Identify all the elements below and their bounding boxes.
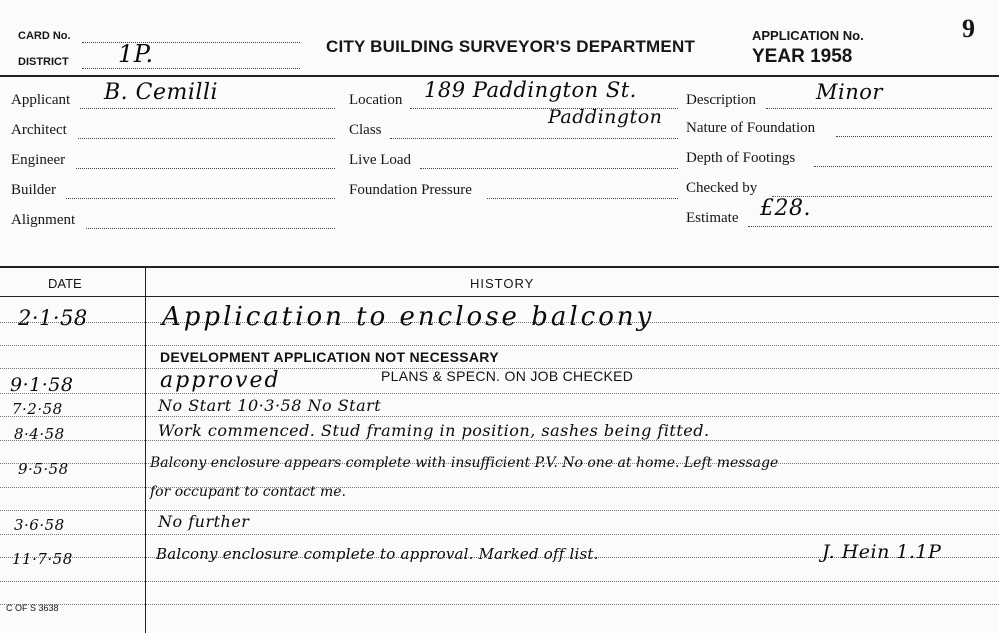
applicant-line bbox=[80, 108, 335, 109]
entry-text: approved bbox=[160, 368, 281, 393]
entry-date: 3·6·58 bbox=[14, 516, 65, 534]
location-value-suburb: Paddington bbox=[548, 106, 663, 128]
estimate-label: Estimate bbox=[686, 210, 739, 226]
entry-date: 7·2·58 bbox=[12, 400, 63, 418]
entry-text: for occupant to contact me. bbox=[150, 484, 346, 500]
engineer-label: Engineer bbox=[11, 152, 66, 168]
history-top-rule bbox=[0, 266, 999, 268]
ruled-line bbox=[0, 345, 999, 346]
ruled-line bbox=[0, 534, 999, 535]
ruled-line bbox=[0, 440, 999, 441]
entry-date: 9·5·58 bbox=[18, 460, 69, 478]
history-header-rule bbox=[0, 296, 999, 297]
estimate-line bbox=[748, 226, 992, 227]
description-value: Minor bbox=[816, 80, 883, 104]
history-header: HISTORY bbox=[470, 276, 535, 291]
class-line bbox=[390, 138, 678, 139]
engineer-line bbox=[76, 168, 335, 169]
entry-text: Application to enclose balcony bbox=[162, 302, 655, 332]
builder-line bbox=[66, 198, 335, 199]
architect-line bbox=[78, 138, 335, 139]
location-value: 189 Paddington St. bbox=[424, 78, 637, 102]
alignment-line bbox=[86, 228, 335, 229]
plans-checked-stamp: PLANS & SPECN. ON JOB CHECKED bbox=[381, 368, 634, 384]
nature-of-foundation-label: Nature of Foundation bbox=[686, 120, 816, 136]
entry-text: No Start 10·3·58 No Start bbox=[158, 396, 382, 415]
development-stamp: DEVELOPMENT APPLICATION NOT NECESSARY bbox=[160, 349, 499, 365]
live-load-line bbox=[420, 168, 678, 169]
architect-label: Architect bbox=[11, 122, 67, 138]
depth-of-footings-line bbox=[814, 166, 992, 167]
inspector-signature: J. Hein 1.1P bbox=[822, 541, 942, 563]
district-label: DISTRICT bbox=[18, 56, 69, 68]
entry-text: Work commenced. Stud framing in position, sashes being fitted. bbox=[158, 421, 710, 440]
alignment-label: Alignment bbox=[11, 212, 76, 228]
applicant-value: B. Cemilli bbox=[104, 80, 219, 105]
builder-label: Builder bbox=[11, 182, 56, 198]
year-label: YEAR 1958 bbox=[752, 46, 853, 67]
ruled-line bbox=[0, 416, 999, 417]
nature-of-foundation-line bbox=[836, 136, 992, 137]
applicant-label: Applicant bbox=[11, 92, 71, 108]
application-number: 9 bbox=[962, 14, 975, 43]
ruled-line bbox=[0, 510, 999, 511]
entry-date: 11·7·58 bbox=[12, 550, 73, 568]
district-line bbox=[82, 68, 300, 69]
entry-date: 9·1·58 bbox=[10, 374, 74, 396]
entry-text: No further bbox=[158, 512, 250, 531]
entry-date: 2·1·58 bbox=[18, 306, 88, 330]
checked-by-label: Checked by bbox=[686, 180, 758, 196]
live-load-label: Live Load bbox=[349, 152, 412, 168]
estimate-value: £28. bbox=[760, 196, 811, 221]
department-title: CITY BUILDING SURVEYOR'S DEPARTMENT bbox=[326, 37, 696, 56]
card-no-label: CARD No. bbox=[18, 30, 71, 42]
class-label: Class bbox=[349, 122, 382, 138]
header-rule bbox=[0, 75, 999, 77]
entry-text: Balcony enclosure complete to approval. Marked off list. bbox=[156, 545, 599, 563]
ruled-line bbox=[0, 393, 999, 394]
location-label: Location bbox=[349, 92, 403, 108]
district-value: 1P. bbox=[118, 40, 154, 68]
foundation-pressure-line bbox=[487, 198, 678, 199]
entry-text: Balcony enclosure appears complete with insufficient P.V. No one at home. Left message bbox=[150, 455, 779, 471]
entry-date: 8·4·58 bbox=[14, 425, 65, 443]
form-code: C OF S 3638 bbox=[6, 603, 59, 613]
description-line bbox=[766, 108, 992, 109]
ruled-line bbox=[0, 604, 999, 605]
application-no-label: APPLICATION No. bbox=[752, 28, 864, 43]
description-label: Description bbox=[686, 92, 756, 108]
foundation-pressure-label: Foundation Pressure bbox=[349, 182, 472, 198]
depth-of-footings-label: Depth of Footings bbox=[686, 150, 796, 166]
date-header: DATE bbox=[48, 276, 82, 291]
card-no-line bbox=[82, 42, 300, 43]
ruled-line bbox=[0, 581, 999, 582]
